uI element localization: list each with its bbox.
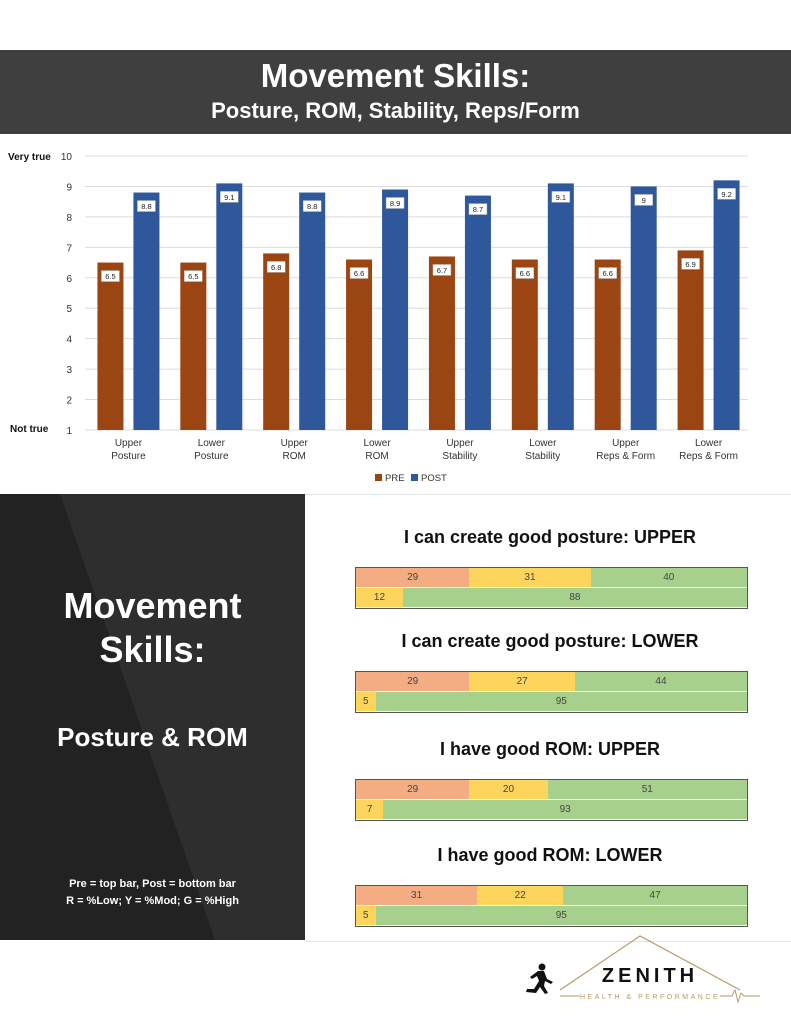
legend-swatch-pre [375,474,382,481]
bar-post [714,180,740,430]
data-label: 8.9 [389,198,401,208]
data-label: 9.1 [224,192,235,202]
moderate-segment: 5 [356,692,376,711]
page-subtitle: Posture, ROM, Stability, Reps/Form [211,98,580,123]
x-tick-label: Lower [529,438,557,449]
question-title: I can create good posture: UPPER [403,527,697,547]
note-line2: R = %Low; Y = %Mod; G = %High [66,895,239,907]
low-segment: 29 [356,780,469,799]
data-label: 9.1 [555,192,567,202]
bar-post [133,193,159,430]
bar-pre [263,253,289,430]
legend-label-post: POST [421,473,447,484]
bar-post [465,196,491,430]
stacked-bar-pair [355,671,748,713]
y-tick-label: 5 [66,304,72,316]
data-label: 6.9 [685,259,696,269]
bar-post [216,183,242,430]
data-label: 6.8 [270,262,282,272]
question-title: I have good ROM: LOWER [437,845,663,865]
post-bar [356,692,747,711]
stacked-bars-panel [305,494,791,942]
y-tick-label: 2 [66,395,72,407]
y-max-label: Very true [8,152,51,163]
panel-subtitle: Posture & ROM [57,722,248,752]
bar-post [548,183,574,430]
panel-title-line1: Movement [63,585,242,626]
moderate-segment: 20 [469,780,547,799]
data-label: 8.8 [141,202,152,212]
post-bar [356,588,747,607]
high-segment: 47 [563,886,747,905]
bar-post [382,189,408,430]
bar-pre [180,263,206,430]
data-label: 8.8 [306,202,318,212]
panel-legend-note [0,876,305,910]
bar-pre [346,260,372,430]
data-label: 8.7 [472,205,484,215]
moderate-segment: 22 [477,886,563,905]
panel-diagonal-shade [0,494,305,940]
x-tick-label: Lower [694,438,723,449]
y-tick-label: 4 [66,334,72,346]
panel-title [0,584,305,672]
high-segment: 93 [383,800,747,819]
y-tick-label: 7 [66,243,72,255]
logo-tagline: HEALTH & PERFORMANCE [579,994,721,1001]
bar-chart [0,140,791,490]
high-segment: 44 [575,672,747,691]
bar-pre [512,260,538,430]
x-tick-label: Stability [442,451,478,462]
bar-pre [429,256,455,430]
legend-label-pre: PRE [385,473,405,484]
data-label: 6.6 [519,269,531,279]
page-title: Movement Skills: [260,57,531,94]
panel-title-line2: Skills: [99,629,206,670]
high-segment: 95 [376,906,747,925]
moderate-segment: 12 [356,588,403,607]
post-bar [356,800,747,819]
y-tick-label: 9 [66,182,72,194]
x-tick-label: Upper [446,438,474,449]
y-min-label: Not true [10,424,49,435]
legend-swatch-post [411,474,418,481]
moderate-segment: 5 [356,906,376,925]
bar-pre [678,250,704,430]
data-label: 6.5 [105,272,116,282]
y-tick-label: 6 [66,273,72,285]
high-segment: 40 [591,568,747,587]
data-label: 6.6 [353,269,365,279]
stacked-bar-pair [355,567,748,609]
runner-icon [526,964,553,995]
stacked-bar-pair [355,779,748,821]
moderate-segment: 7 [356,800,383,819]
question-title: I can create good posture: LOWER [401,631,699,651]
stacked-bar-pair [355,885,748,927]
header-banner [0,50,791,134]
x-tick-label: Stability [525,451,561,462]
note-line1: Pre = top bar, Post = bottom bar [69,878,236,890]
post-bar [356,906,747,925]
pre-bar [356,886,747,905]
high-segment: 88 [403,588,747,607]
x-tick-label: Reps & Form [679,451,739,462]
x-tick-label: Lower [197,438,225,449]
bar-post [631,186,657,430]
bar-pre [595,260,621,430]
y-tick-label: 8 [66,212,72,224]
x-tick-label: Lower [363,438,391,449]
zenith-logo [520,930,770,1010]
bar-post [299,193,325,430]
x-tick-label: ROM [282,451,306,462]
x-tick-label: ROM [365,451,389,462]
data-label: 6.6 [602,269,613,279]
high-segment: 51 [548,780,747,799]
y-tick-label: 1 [66,426,72,437]
pre-bar [356,568,747,587]
bar-pre [97,263,123,430]
x-tick-label: Posture [194,451,229,462]
data-label: 9.2 [721,189,732,199]
y-tick-label: 10 [60,152,72,163]
high-segment: 95 [376,692,747,711]
x-tick-label: Upper [114,438,143,449]
x-tick-label: Upper [612,438,640,449]
heartbeat-icon [720,990,760,1002]
question-title: I have good ROM: UPPER [439,739,661,759]
pre-bar [356,672,747,691]
x-tick-label: Reps & Form [596,451,656,462]
pre-bar [356,780,747,799]
logo-name: ZENITH [601,965,699,987]
x-tick-label: Upper [280,438,308,449]
data-label: 6.7 [436,265,448,275]
y-tick-label: 3 [66,365,72,377]
low-segment: 29 [356,672,469,691]
moderate-segment: 27 [469,672,575,691]
moderate-segment: 31 [469,568,590,587]
left-panel [0,494,305,940]
low-segment: 29 [356,568,469,587]
data-label: 6.5 [188,272,199,282]
data-label: 9 [641,195,646,205]
low-segment: 31 [356,886,477,905]
x-tick-label: Posture [111,451,146,462]
